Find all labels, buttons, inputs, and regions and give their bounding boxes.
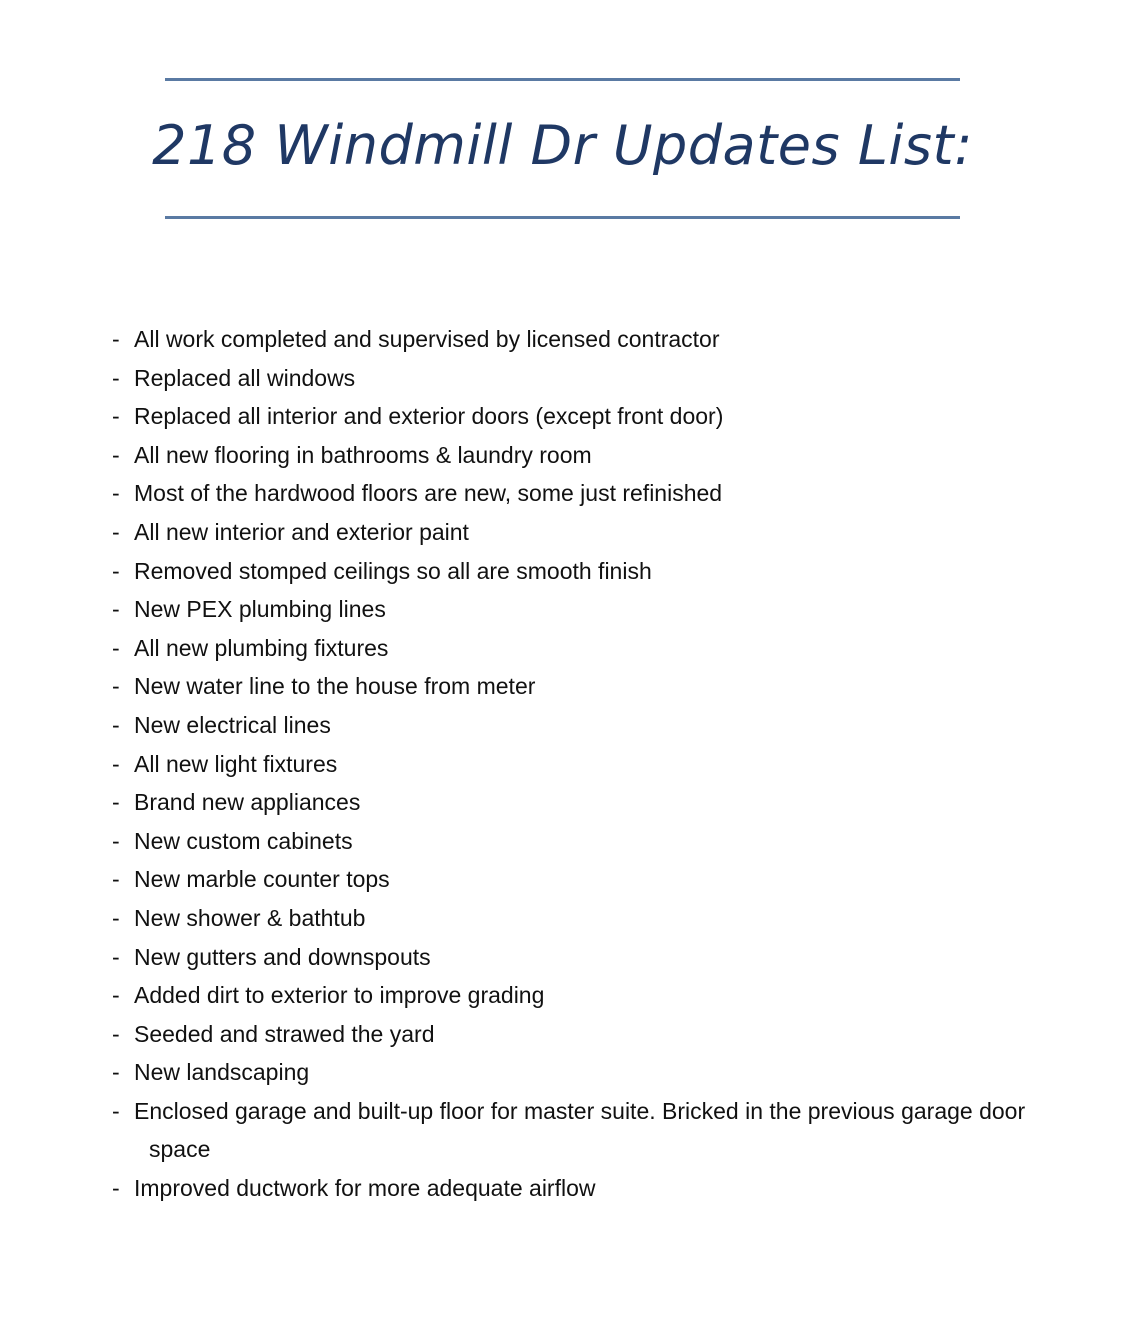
list-item: - Added dirt to exterior to improve grading <box>112 976 1032 1015</box>
list-item: - Seeded and strawed the yard <box>112 1015 1032 1054</box>
list-item: - New custom cabinets <box>112 822 1032 861</box>
list-item: - All new interior and exterior paint <box>112 513 1032 552</box>
list-item: - All new plumbing fixtures <box>112 629 1032 668</box>
list-item: - Brand new appliances <box>112 783 1032 822</box>
list-item: - New water line to the house from meter <box>112 667 1032 706</box>
list-item: - New PEX plumbing lines <box>112 590 1032 629</box>
list-item: - All work completed and supervised by licensed contractor <box>112 320 1032 359</box>
list-item: - Replaced all interior and exterior doors (except front door) <box>112 397 1032 436</box>
list-item: - New marble counter tops <box>112 860 1032 899</box>
page-title: 218 Windmill Dr Updates List: <box>152 114 973 177</box>
list-item: - New gutters and downspouts <box>112 938 1032 977</box>
list-item: - Most of the hardwood floors are new, some just refinished <box>112 474 1032 513</box>
list-item: - All new light fixtures <box>112 745 1032 784</box>
list-item: - Improved ductwork for more adequate airflow <box>112 1169 1032 1208</box>
list-item: - All new flooring in bathrooms & laundry room <box>112 436 1032 475</box>
list-item: - New electrical lines <box>112 706 1032 745</box>
list-item: - New landscaping <box>112 1053 1032 1092</box>
list-item: - Replaced all windows <box>112 359 1032 398</box>
list-item: - Enclosed garage and built-up floor for master suite. Bricked in the previous garage door space <box>112 1092 1032 1169</box>
list-item: - New shower & bathtub <box>112 899 1032 938</box>
list-item: - Removed stomped ceilings so all are smooth finish <box>112 552 1032 591</box>
title-rule-top <box>165 78 960 81</box>
title-rule-bottom <box>165 216 960 219</box>
updates-list <box>112 320 1032 1208</box>
